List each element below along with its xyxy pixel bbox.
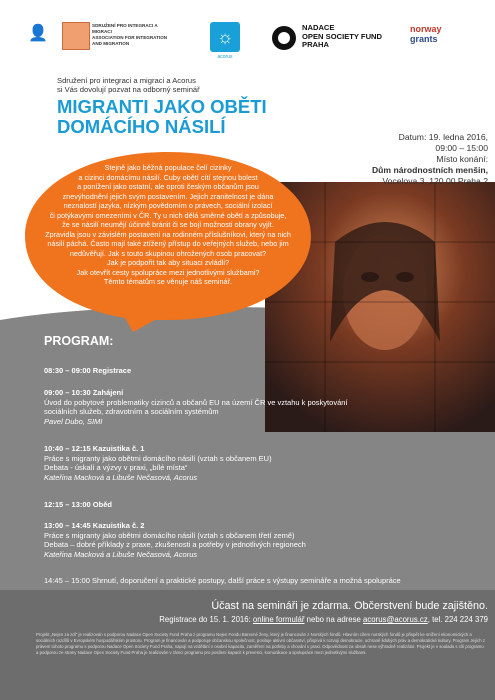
place-address: Vocelova 3, 120 00 Praha 2	[382, 176, 488, 186]
simi-logo-mark	[62, 22, 90, 50]
simi-logo	[28, 22, 168, 58]
registration-line	[40, 615, 488, 624]
place-label: Místo konání:	[436, 154, 488, 164]
people-icon: 👤	[28, 25, 48, 42]
acorus-logo-text: acorus	[217, 54, 233, 60]
osf-mark-icon	[272, 26, 296, 50]
program-item-opening	[44, 388, 464, 426]
program-item-text: 08:30 – 09:00 Registrace	[44, 366, 132, 375]
acorus-sun-icon: ☼	[210, 22, 240, 52]
fine-print: Projekt „Nejen za zdí“ je realizován s podporou Nadace Open Society Fund Praha z programu Nejen Fondu Barevné ženy, který je financován z Norských fondů. Hlavním cílem norských fondů je přispět ke snížení ekonomických a sociálních rozdílů v Evropském hospodářském prostoru. Program je financován a podporuje občanskou společnost, posiluje aktivní občanství, přispívá k rozvoji demokracie, ochraně lidských práv a demokratické kultury. Program Jejích z právem tohoto programu s podporou Nadace Open Society Fund Praha, napojí na vzdělání v osobní kapacitu, zaměření na potřeby a chování v praxi. Odpovědnost za obsah nese výhradně realizátor. Projekt je v souladu s cíli programu a podporou ze strany Nadace Open Society Fund Praha je realizován v rámci programu pro posílení kapacit k prevenci, komunikace a spolupráce mezi jednotlivými službami.	[36, 632, 485, 655]
registration-deadline: Registrace do 15. 1. 2016:	[159, 615, 251, 624]
registration-mid: nebo na adrese	[306, 615, 361, 624]
event-date: Datum: 19. ledna 2016,	[398, 132, 488, 142]
simi-logo-text: SDRUŽENÍ PRO INTEGRACI A MIGRACI ASSOCIATION FOR INTEGRATION AND MIGRATION	[92, 23, 168, 46]
program-item-speaker: Kateřina Macková a Libuše Nečasová, Acorus	[44, 472, 198, 482]
norway-line1: norway	[410, 24, 442, 34]
program-item-head: 10:40 – 12:15 Kazuistika č. 1	[44, 444, 145, 453]
program-heading: PROGRAM:	[44, 334, 114, 348]
program-item-speaker: Kateřina Macková a Libuše Nečasová, Acorus	[44, 549, 198, 559]
program-item-summary	[44, 576, 464, 586]
free-admission-note: Účast na semináři je zdarma. Občerstvení bude zajištěno.	[211, 600, 488, 612]
program-item-text: 12:15 – 13:00 Oběd	[44, 500, 112, 509]
program-item-lunch	[44, 500, 464, 510]
program-item-speaker: Pavel Dubo, SIMI	[44, 416, 103, 426]
page-title: MIGRANTI JAKO OBĚTI DOMÁCÍHO NÁSILÍ	[57, 96, 267, 137]
program-item-case1	[44, 444, 464, 482]
bubble-text: Stejně jako běžná populace čelí cizinky a cizinci domácímu násilí. Cuby obětí cítí stejnou bolest a ponížení jako ostatní, ale oproti českým občanům jsou znevýhodnění jejich svým postavením. Jejich zranitelnost je dána neznalostí jazyka, nízkým povědomím o právech, sociální izolací či potýkavými omezeními v ČR. Ty u nich dělá směrné obětí a způsobuje, že se násilí neumějí účinně bránit či se bojí možnosti obrany vyjít. Zpravidla jsou v závislém postavení na rodinném příslušníkovi, který na nich násilí páchá. Často mají také ztížený přístup do veřejných služeb, nebo jim nedůvěřují. Jak s touto skupinou ohrožených osob pracovat? Jak je podpořit tak aby situaci zvládli? Jak otevřít cesty spolupráce mezi jednotlivými službami? Těmto tématům se věnuje náš seminář.	[45, 163, 291, 286]
program-item-text: Úvod do pobytové problematiky cizinců a občanů EU na území ČR ve vztahu k poskytování sociálních služeb, zdravotním a sociálním systémům	[44, 397, 348, 417]
online-form-link[interactable]: online formulář	[252, 615, 305, 624]
program-item-head: 09:00 – 10:30 Zahájení	[44, 388, 124, 397]
place-name: Dům národnostních menšin,	[371, 165, 488, 175]
osf-logo	[272, 24, 392, 56]
osf-logo-text: NADACE OPEN SOCIETY FUND PRAHA	[302, 23, 383, 50]
norway-grants-logo	[410, 24, 460, 56]
program-item-text: 14:45 – 15:00 Shrnutí, doporučení a praktické postupy, další práce s výstupy semináře a možná spolupráce	[44, 576, 401, 585]
norway-line2: grants	[410, 34, 438, 44]
program-item-head: 13:00 – 14:45 Kazuistika č. 2	[44, 521, 145, 530]
registration-phone: , tel. 224 224 379	[427, 615, 488, 624]
invitation-text: Sdružení pro integraci a migraci a Acorus si Vás dovolují pozvat na odborný seminář	[57, 76, 200, 94]
acorus-logo	[210, 22, 240, 64]
program-item-text: Práce s migranty jako obětmi domácího násilí (vztah s občanem EU) Debata - úskalí a výzvy v praxi, „bílé místa“	[44, 453, 272, 473]
email-link[interactable]: acorus@acorus.cz	[363, 615, 428, 624]
program-item-registration	[44, 366, 464, 376]
event-time: 09:00 – 15:00	[435, 143, 488, 153]
event-details	[362, 132, 488, 187]
program-item-text: Práce s migranty jako obětmi domácího násilí (vztah s občanem třetí země) Debata – dobré příklady z praxe, zkušenosti a potřeby v jednotlivých regionech	[44, 530, 306, 550]
program-item-case2	[44, 521, 464, 559]
